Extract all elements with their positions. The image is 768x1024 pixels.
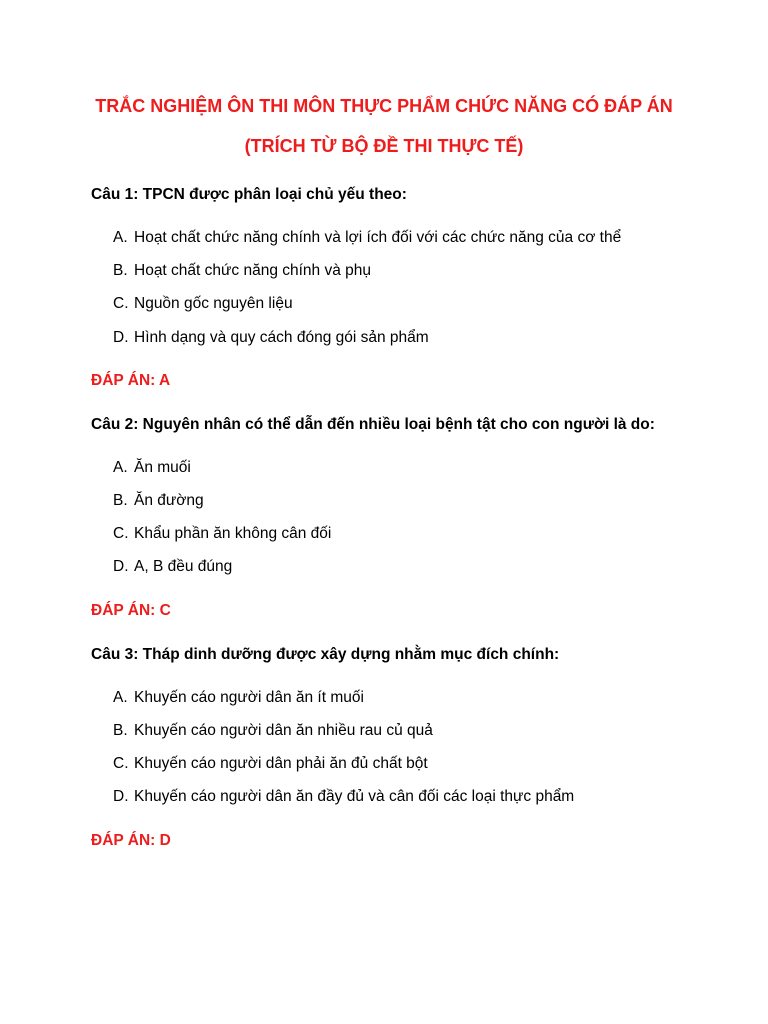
option-1d [113,329,429,347]
option-text: Nguồn gốc nguyên liệu [134,295,293,312]
option-2d [113,558,232,576]
option-1b [113,262,371,280]
document-title: TRẮC NGHIỆM ÔN THI MÔN THỰC PHẨM CHỨC NĂNG CÓ ĐÁP ÁN [95,96,673,116]
option-3d [113,788,574,806]
option-letter: A. [113,459,128,476]
option-text: Khuyến cáo người dân phải ăn đủ chất bột [134,755,428,772]
option-2b [113,492,204,510]
option-letter: B. [113,262,128,279]
question-3: Câu 3: Tháp dinh dưỡng được xây dựng nhằm mục đích chính: [91,646,560,663]
question-1: Câu 1: TPCN được phân loại chủ yếu theo: [91,186,407,203]
document-subtitle: (TRÍCH TỪ BỘ ĐỀ THI THỰC TẾ) [244,136,524,156]
option-letter: C. [113,755,129,772]
option-text: Ăn muối [134,459,191,476]
option-text: Khuyến cáo người dân ăn nhiều rau củ quả [134,722,433,739]
option-text: Khẩu phần ăn không cân đối [134,525,332,542]
option-letter: D. [113,788,129,805]
option-text: Hoạt chất chức năng chính và lợi ích đối với các chức năng của cơ thể [134,229,622,246]
option-letter: D. [113,558,129,575]
option-1a [113,229,621,247]
option-3c [113,755,428,773]
question-2: Câu 2: Nguyên nhân có thể dẫn đến nhiều loại bệnh tật cho con người là do: [91,416,655,433]
answer-2: ĐÁP ÁN: C [91,602,171,619]
option-2c [113,525,331,543]
option-text: Hoạt chất chức năng chính và phụ [134,262,372,279]
option-2a [113,459,191,477]
option-text: Ăn đường [134,492,204,509]
option-3a [113,689,364,707]
option-text: Khuyến cáo người dân ăn ít muối [134,689,364,706]
option-letter: B. [113,492,128,509]
option-text: Hình dạng và quy cách đóng gói sản phẩm [134,329,429,346]
option-letter: C. [113,295,129,312]
answer-3: ĐÁP ÁN: D [91,832,171,849]
option-3b [113,722,433,740]
option-1c [113,295,293,313]
answer-1: ĐÁP ÁN: A [91,372,171,389]
option-letter: C. [113,525,129,542]
option-letter: B. [113,722,128,739]
option-text: A, B đều đúng [134,558,233,575]
option-letter: D. [113,329,129,346]
option-text: Khuyến cáo người dân ăn đầy đủ và cân đối các loại thực phẩm [134,788,575,805]
option-letter: A. [113,689,128,706]
option-letter: A. [113,229,128,246]
